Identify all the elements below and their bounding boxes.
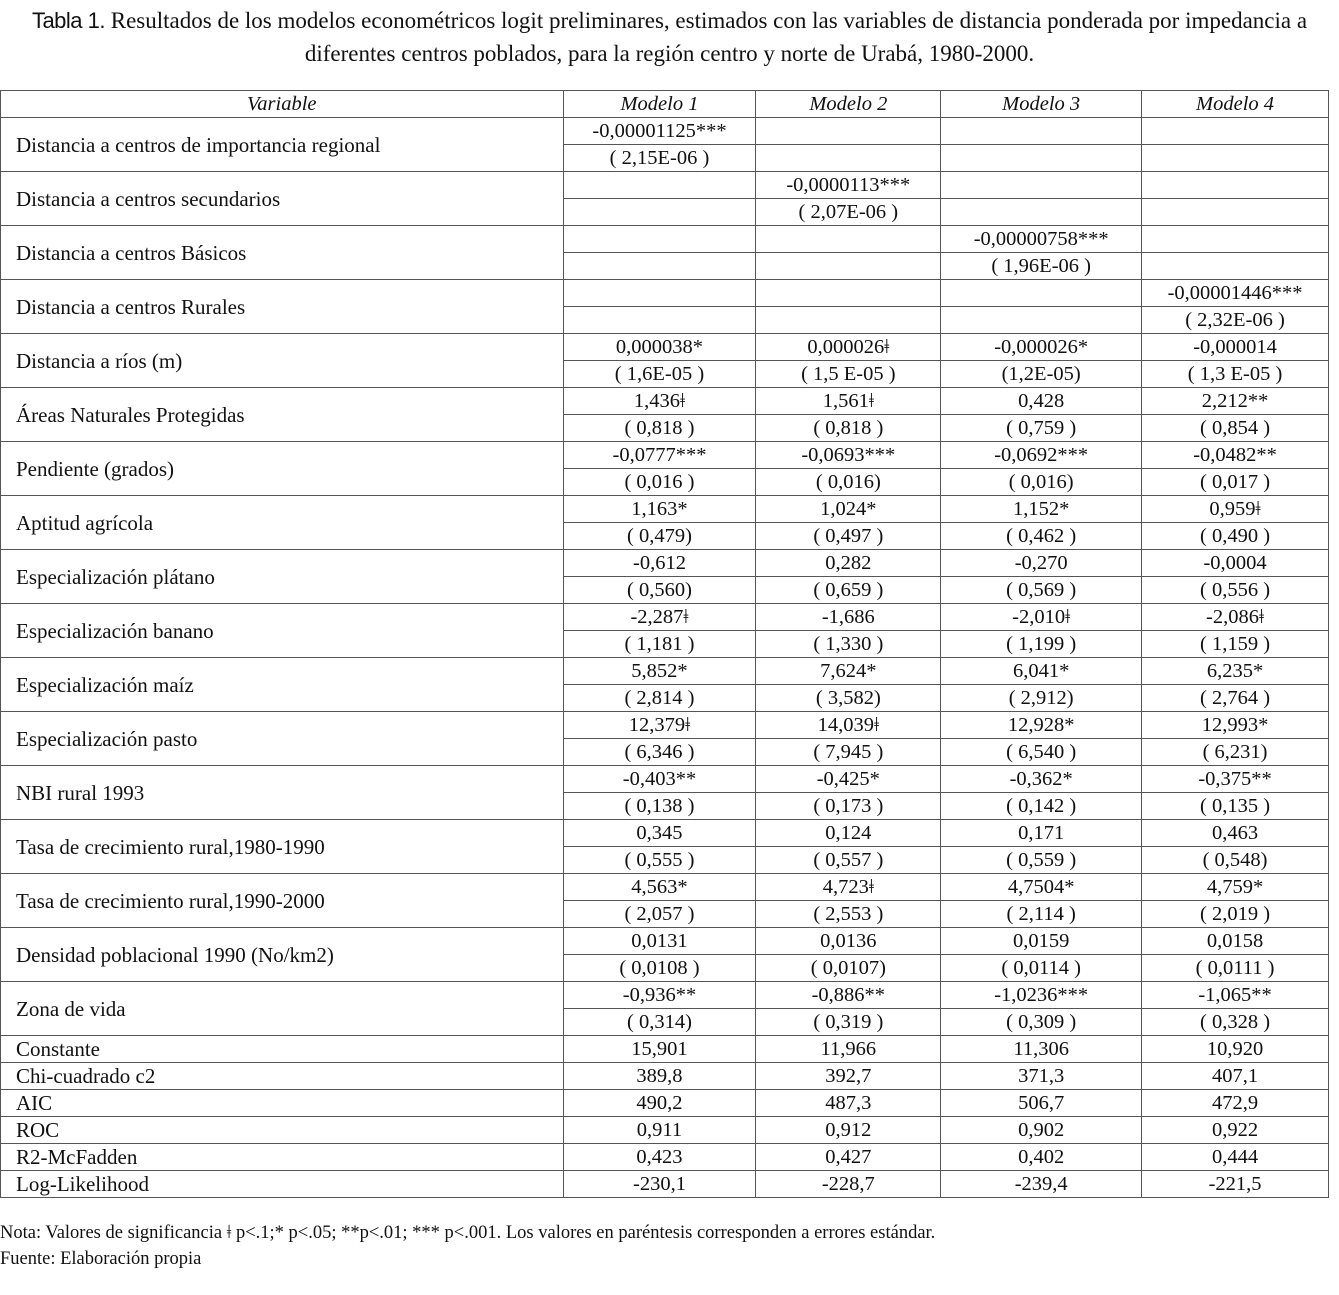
variable-label: Distancia a centros Básicos <box>1 226 564 280</box>
standard-error-cell: ( 0,490 ) <box>1142 523 1329 550</box>
coefficient-cell: 0,282 <box>756 550 941 577</box>
coefficient-cell: 0,0136 <box>756 928 941 955</box>
statistic-value: 392,7 <box>756 1063 941 1090</box>
statistic-value: 0,402 <box>941 1144 1142 1171</box>
standard-error-cell: ( 2,07E-06 ) <box>756 199 941 226</box>
standard-error-cell: ( 2,764 ) <box>1142 685 1329 712</box>
standard-error-cell <box>563 307 756 334</box>
table-row-coefficient <box>1 550 1329 577</box>
statistic-value: 490,2 <box>563 1090 756 1117</box>
table-row-statistic <box>1 1063 1329 1090</box>
standard-error-cell <box>1142 145 1329 172</box>
standard-error-cell: ( 6,231) <box>1142 739 1329 766</box>
statistic-value: -221,5 <box>1142 1171 1329 1198</box>
standard-error-cell: ( 0,0114 ) <box>941 955 1142 982</box>
statistic-value: 11,966 <box>756 1036 941 1063</box>
standard-error-cell: ( 1,330 ) <box>756 631 941 658</box>
statistic-value: 0,902 <box>941 1117 1142 1144</box>
standard-error-cell: ( 0,497 ) <box>756 523 941 550</box>
table-row-coefficient <box>1 982 1329 1009</box>
statistic-value: 0,427 <box>756 1144 941 1171</box>
header-modelo-2: Modelo 2 <box>756 91 941 118</box>
coefficient-cell <box>1142 118 1329 145</box>
coefficient-cell: 1,561ǂ <box>756 388 941 415</box>
coefficient-cell: 7,624* <box>756 658 941 685</box>
coefficient-cell: 1,163* <box>563 496 756 523</box>
statistic-value: 11,306 <box>941 1036 1142 1063</box>
standard-error-cell: ( 6,540 ) <box>941 739 1142 766</box>
coefficient-cell: 0,124 <box>756 820 941 847</box>
variable-label: Distancia a centros secundarios <box>1 172 564 226</box>
standard-error-cell: ( 0,016) <box>941 469 1142 496</box>
standard-error-cell: ( 0,548) <box>1142 847 1329 874</box>
coefficient-cell: -1,0236*** <box>941 982 1142 1009</box>
coefficient-cell: 1,152* <box>941 496 1142 523</box>
table-row-coefficient <box>1 496 1329 523</box>
standard-error-cell <box>941 199 1142 226</box>
standard-error-cell <box>941 145 1142 172</box>
coefficient-cell: 4,7504* <box>941 874 1142 901</box>
statistic-value: -239,4 <box>941 1171 1142 1198</box>
statistic-label: Chi-cuadrado c2 <box>1 1063 564 1090</box>
statistic-value: 506,7 <box>941 1090 1142 1117</box>
coefficient-cell: -1,065** <box>1142 982 1329 1009</box>
standard-error-cell: ( 1,6E-05 ) <box>563 361 756 388</box>
statistic-label: Constante <box>1 1036 564 1063</box>
coefficient-cell: -0,000026* <box>941 334 1142 361</box>
statistic-value: 389,8 <box>563 1063 756 1090</box>
coefficient-cell: 1,024* <box>756 496 941 523</box>
coefficient-cell: -0,0004 <box>1142 550 1329 577</box>
header-variable: Variable <box>1 91 564 118</box>
standard-error-cell: ( 0,309 ) <box>941 1009 1142 1036</box>
statistic-value: 10,920 <box>1142 1036 1329 1063</box>
table-row-statistic <box>1 1171 1329 1198</box>
standard-error-cell: (1,2E-05) <box>941 361 1142 388</box>
caption-text: Resultados de los modelos econométricos logit preliminares, estimados con las variables de distancia ponderada por impedancia a diferentes centros poblados, para la región centro y norte de Urabá, 1980-2000. <box>110 8 1308 66</box>
standard-error-cell <box>563 199 756 226</box>
standard-error-cell <box>941 307 1142 334</box>
table-row-statistic <box>1 1036 1329 1063</box>
variable-label: Pendiente (grados) <box>1 442 564 496</box>
coefficient-cell: -0,886** <box>756 982 941 1009</box>
standard-error-cell: ( 0,559 ) <box>941 847 1142 874</box>
coefficient-cell: -0,425* <box>756 766 941 793</box>
standard-error-cell: ( 0,142 ) <box>941 793 1142 820</box>
variable-label: Aptitud agrícola <box>1 496 564 550</box>
statistic-value: 15,901 <box>563 1036 756 1063</box>
table-row-coefficient <box>1 334 1329 361</box>
standard-error-cell: ( 0,555 ) <box>563 847 756 874</box>
statistic-label: R2-McFadden <box>1 1144 564 1171</box>
standard-error-cell: ( 1,3 E-05 ) <box>1142 361 1329 388</box>
coefficient-cell: -0,00000758*** <box>941 226 1142 253</box>
coefficient-cell: -0,0777*** <box>563 442 756 469</box>
standard-error-cell: ( 2,814 ) <box>563 685 756 712</box>
standard-error-cell: ( 0,328 ) <box>1142 1009 1329 1036</box>
standard-error-cell <box>756 145 941 172</box>
standard-error-cell: ( 2,019 ) <box>1142 901 1329 928</box>
statistic-value: 0,922 <box>1142 1117 1329 1144</box>
variable-label: Especialización plátano <box>1 550 564 604</box>
note-source: Fuente: Elaboración propia <box>0 1249 202 1269</box>
standard-error-cell <box>1142 199 1329 226</box>
table-row-coefficient <box>1 172 1329 199</box>
statistic-value: 0,423 <box>563 1144 756 1171</box>
statistic-value: 472,9 <box>1142 1090 1329 1117</box>
coefficient-cell: 0,959ǂ <box>1142 496 1329 523</box>
standard-error-cell: ( 0,557 ) <box>756 847 941 874</box>
standard-error-cell: ( 0,818 ) <box>563 415 756 442</box>
coefficient-cell: 0,171 <box>941 820 1142 847</box>
table-row-statistic <box>1 1090 1329 1117</box>
table-row-coefficient <box>1 928 1329 955</box>
standard-error-cell: ( 0,818 ) <box>756 415 941 442</box>
table-row-coefficient <box>1 766 1329 793</box>
standard-error-cell: ( 1,181 ) <box>563 631 756 658</box>
coefficient-cell: -0,0482** <box>1142 442 1329 469</box>
coefficient-cell: -0,0693*** <box>756 442 941 469</box>
note-significance: Nota: Valores de significancia ǂ p<.1;* p<.05; **p<.01; *** p<.001. Los valores en paréntesis corresponden a errores estándar. <box>0 1223 936 1243</box>
standard-error-cell <box>756 253 941 280</box>
coefficient-cell: -0,403** <box>563 766 756 793</box>
table-row-coefficient <box>1 388 1329 415</box>
standard-error-cell: ( 1,5 E-05 ) <box>756 361 941 388</box>
coefficient-cell <box>756 280 941 307</box>
coefficient-cell: 4,759* <box>1142 874 1329 901</box>
variable-label: Zona de vida <box>1 982 564 1036</box>
coefficient-cell: -2,010ǂ <box>941 604 1142 631</box>
coefficient-cell <box>756 118 941 145</box>
table-row-coefficient <box>1 874 1329 901</box>
standard-error-cell: ( 0,854 ) <box>1142 415 1329 442</box>
coefficient-cell: 1,436ǂ <box>563 388 756 415</box>
statistic-label: ROC <box>1 1117 564 1144</box>
coefficient-cell: 0,000026ǂ <box>756 334 941 361</box>
standard-error-cell: ( 6,346 ) <box>563 739 756 766</box>
coefficient-cell: 12,993* <box>1142 712 1329 739</box>
statistic-value: 0,444 <box>1142 1144 1329 1171</box>
standard-error-cell: ( 0,016 ) <box>563 469 756 496</box>
standard-error-cell: ( 2,15E-06 ) <box>563 145 756 172</box>
coefficient-cell: 12,928* <box>941 712 1142 739</box>
coefficient-cell: -0,000014 <box>1142 334 1329 361</box>
coefficient-cell: 6,235* <box>1142 658 1329 685</box>
standard-error-cell: ( 0,759 ) <box>941 415 1142 442</box>
standard-error-cell: ( 3,582) <box>756 685 941 712</box>
statistic-value: 487,3 <box>756 1090 941 1117</box>
table-caption <box>0 4 1339 70</box>
coefficient-cell: 4,563* <box>563 874 756 901</box>
standard-error-cell: ( 0,479) <box>563 523 756 550</box>
variable-label: Distancia a ríos (m) <box>1 334 564 388</box>
table-row-coefficient <box>1 442 1329 469</box>
statistic-value: 407,1 <box>1142 1063 1329 1090</box>
standard-error-cell: ( 0,462 ) <box>941 523 1142 550</box>
coefficient-cell: -0,0000113*** <box>756 172 941 199</box>
coefficient-cell: -0,00001446*** <box>1142 280 1329 307</box>
standard-error-cell: ( 2,057 ) <box>563 901 756 928</box>
coefficient-cell: 0,0131 <box>563 928 756 955</box>
variable-label: Tasa de crecimiento rural,1990-2000 <box>1 874 564 928</box>
coefficient-cell: -2,086ǂ <box>1142 604 1329 631</box>
standard-error-cell: ( 0,0108 ) <box>563 955 756 982</box>
table-row-coefficient <box>1 118 1329 145</box>
standard-error-cell: ( 0,017 ) <box>1142 469 1329 496</box>
standard-error-cell: ( 0,556 ) <box>1142 577 1329 604</box>
coefficient-cell <box>1142 226 1329 253</box>
coefficient-cell: -1,686 <box>756 604 941 631</box>
coefficient-cell: 14,039ǂ <box>756 712 941 739</box>
variable-label: Áreas Naturales Protegidas <box>1 388 564 442</box>
statistic-label: AIC <box>1 1090 564 1117</box>
standard-error-cell: ( 1,159 ) <box>1142 631 1329 658</box>
standard-error-cell: ( 7,945 ) <box>756 739 941 766</box>
standard-error-cell: ( 0,319 ) <box>756 1009 941 1036</box>
standard-error-cell: ( 0,659 ) <box>756 577 941 604</box>
coefficient-cell: 2,212** <box>1142 388 1329 415</box>
table-row-coefficient <box>1 604 1329 631</box>
coefficient-cell: 0,463 <box>1142 820 1329 847</box>
statistic-value: -230,1 <box>563 1171 756 1198</box>
coefficient-cell: -2,287ǂ <box>563 604 756 631</box>
standard-error-cell: ( 2,912) <box>941 685 1142 712</box>
standard-error-cell: ( 0,173 ) <box>756 793 941 820</box>
coefficient-cell: 12,379ǂ <box>563 712 756 739</box>
table-row-coefficient <box>1 226 1329 253</box>
variable-label: Especialización banano <box>1 604 564 658</box>
standard-error-cell: ( 2,32E-06 ) <box>1142 307 1329 334</box>
statistic-value: 371,3 <box>941 1063 1142 1090</box>
standard-error-cell: ( 2,553 ) <box>756 901 941 928</box>
coefficient-cell: 0,428 <box>941 388 1142 415</box>
coefficient-cell: -0,612 <box>563 550 756 577</box>
variable-label: Distancia a centros de importancia regional <box>1 118 564 172</box>
header-modelo-4: Modelo 4 <box>1142 91 1329 118</box>
coefficient-cell: 4,723ǂ <box>756 874 941 901</box>
coefficient-cell <box>941 280 1142 307</box>
variable-label: Densidad poblacional 1990 (No/km2) <box>1 928 564 982</box>
variable-label: NBI rural 1993 <box>1 766 564 820</box>
coefficient-cell: 5,852* <box>563 658 756 685</box>
table-body <box>1 118 1329 1198</box>
statistic-value: 0,911 <box>563 1117 756 1144</box>
header-row <box>1 91 1329 118</box>
coefficient-cell: 0,0158 <box>1142 928 1329 955</box>
coefficient-cell: -0,0692*** <box>941 442 1142 469</box>
coefficient-cell <box>941 172 1142 199</box>
table-row-coefficient <box>1 820 1329 847</box>
coefficient-cell <box>563 226 756 253</box>
header-modelo-3: Modelo 3 <box>941 91 1142 118</box>
standard-error-cell <box>563 253 756 280</box>
table-row-coefficient <box>1 280 1329 307</box>
coefficient-cell: -0,00001125*** <box>563 118 756 145</box>
coefficient-cell <box>756 226 941 253</box>
standard-error-cell: ( 0,138 ) <box>563 793 756 820</box>
caption-label: Tabla 1. <box>31 8 105 33</box>
coefficient-cell <box>563 280 756 307</box>
statistic-value: 0,912 <box>756 1117 941 1144</box>
table-notes <box>0 1220 935 1272</box>
coefficient-cell: 0,0159 <box>941 928 1142 955</box>
coefficient-cell: 6,041* <box>941 658 1142 685</box>
standard-error-cell: ( 0,0107) <box>756 955 941 982</box>
standard-error-cell <box>756 307 941 334</box>
coefficient-cell <box>1142 172 1329 199</box>
coefficient-cell <box>563 172 756 199</box>
results-table <box>0 90 1329 1198</box>
variable-label: Especialización pasto <box>1 712 564 766</box>
standard-error-cell: ( 0,560) <box>563 577 756 604</box>
standard-error-cell: ( 1,199 ) <box>941 631 1142 658</box>
standard-error-cell: ( 0,569 ) <box>941 577 1142 604</box>
coefficient-cell: 0,345 <box>563 820 756 847</box>
standard-error-cell: ( 0,314) <box>563 1009 756 1036</box>
table-row-coefficient <box>1 712 1329 739</box>
statistic-value: -228,7 <box>756 1171 941 1198</box>
header-modelo-1: Modelo 1 <box>563 91 756 118</box>
standard-error-cell: ( 0,135 ) <box>1142 793 1329 820</box>
standard-error-cell: ( 2,114 ) <box>941 901 1142 928</box>
standard-error-cell <box>1142 253 1329 280</box>
table-row-statistic <box>1 1117 1329 1144</box>
coefficient-cell: -0,936** <box>563 982 756 1009</box>
variable-label: Especialización maíz <box>1 658 564 712</box>
standard-error-cell: ( 0,0111 ) <box>1142 955 1329 982</box>
table-row-coefficient <box>1 658 1329 685</box>
standard-error-cell: ( 1,96E-06 ) <box>941 253 1142 280</box>
coefficient-cell <box>941 118 1142 145</box>
coefficient-cell: -0,270 <box>941 550 1142 577</box>
table-row-statistic <box>1 1144 1329 1171</box>
variable-label: Distancia a centros Rurales <box>1 280 564 334</box>
coefficient-cell: -0,375** <box>1142 766 1329 793</box>
statistic-label: Log-Likelihood <box>1 1171 564 1198</box>
standard-error-cell: ( 0,016) <box>756 469 941 496</box>
coefficient-cell: 0,000038* <box>563 334 756 361</box>
coefficient-cell: -0,362* <box>941 766 1142 793</box>
variable-label: Tasa de crecimiento rural,1980-1990 <box>1 820 564 874</box>
